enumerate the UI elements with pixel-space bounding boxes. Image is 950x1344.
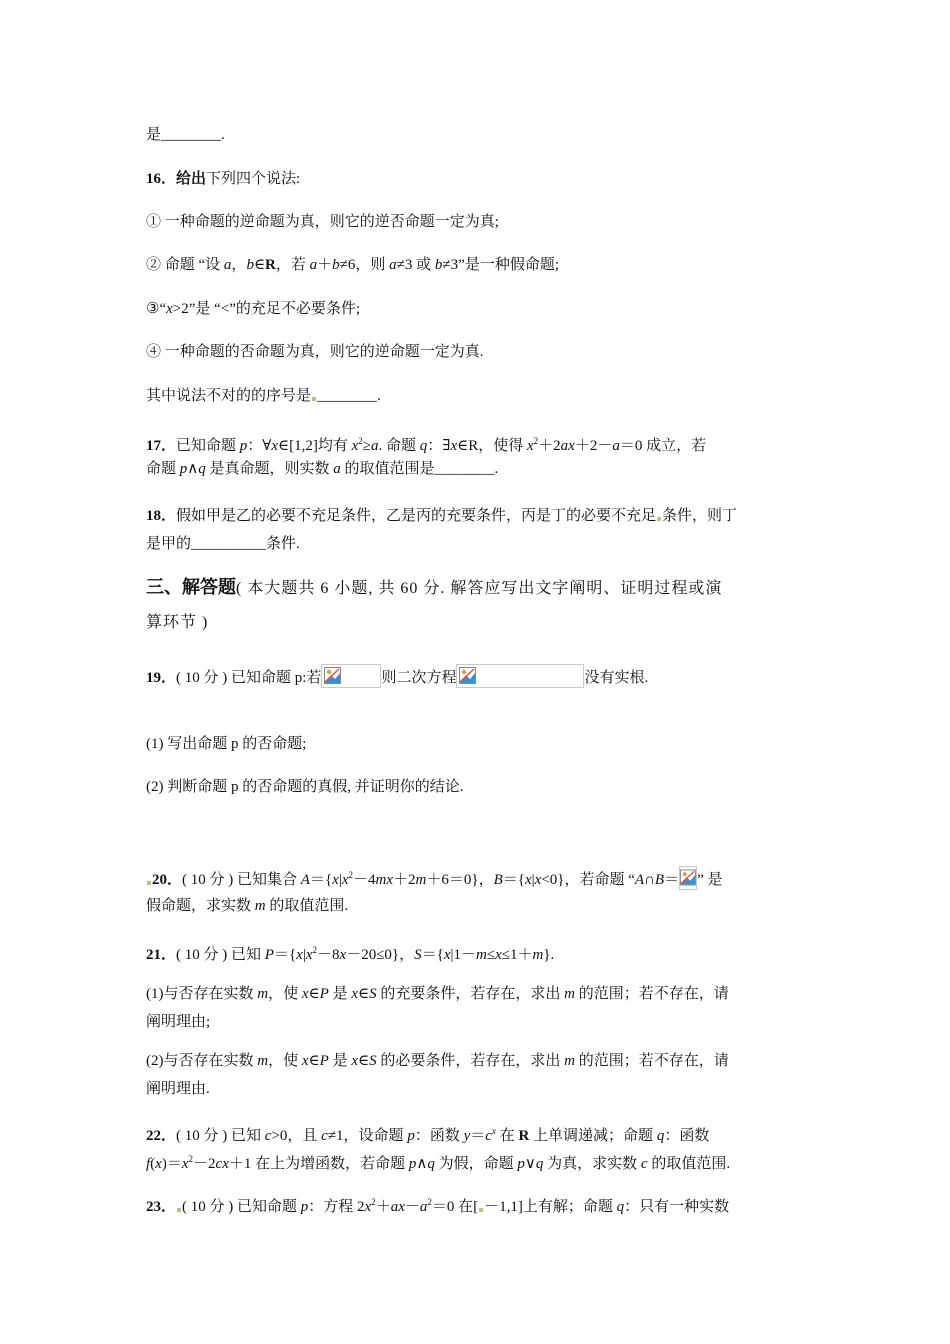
broken-image-icon	[680, 869, 696, 886]
section-heading: 三、解答题( 本大题共 6 小题, 共 60 分. 解答应写出文字阐明、证明过程或演	[146, 577, 723, 598]
question-number: 23．	[146, 1199, 177, 1215]
question-19-part-1: (1) 写出命题 p 的否命题;	[146, 736, 307, 752]
question-18-line-2: 是甲的__________条件.	[146, 536, 300, 552]
statement-1: ① 一种命题的逆命题为真，则它的逆否命题一定为真;	[146, 214, 499, 230]
question-20-line-2: 假命题，求实数 m 的取值范围.	[146, 898, 349, 914]
question-21-line-1: 21．( 10 分 ) 已知 $P=\{x|x^2-8x-20\le 0\}$，S＝{x|1－m≤x≤1＋m}.	[146, 945, 555, 963]
section-title: 三、解答题	[146, 577, 236, 598]
question-number: 16．给出	[146, 171, 207, 187]
question-number: 19．	[146, 670, 177, 686]
marker-dot-icon	[657, 517, 661, 521]
question-22-line-1: 22．( 10 分 ) 已知 c>0，且 c≠1，设命题 p：函数 $y=c^x$ 在 R 上单调递减；命题 q：函数	[146, 1126, 710, 1144]
question-20-line-1: 20．( 10 分 ) 已知集合 $A=\{x|x^2-4mx+2m+6=0\}$，B＝{x|x<0}，若命题 “A∩B＝ ” 是	[146, 862, 723, 893]
question-number: 21．	[146, 947, 177, 963]
marker-dot-icon	[312, 397, 316, 401]
question-16-ask: 其中说法不对的的序号是 ________.	[146, 388, 381, 404]
question-21-part-2: (2)与否存在实数 m，使 x∈P 是 x∈S 的必要条件，若存在，求出 m 的范围；若不存在，请	[146, 1053, 729, 1069]
marker-dot-icon	[177, 1208, 181, 1212]
question-17-line-1: 17．已知命题 p：∀x∈[1,2]均有 $x^2\ge a$. 命题 q：∃x∈R，使得 $x^2+2ax+2-a=0$ 成立，若	[146, 436, 707, 454]
question-19-part-2: (2) 判断命题 p 的否命题的真假, 并证明你的结论.	[146, 779, 464, 795]
question-19-line-1: 19．( 10 分 ) 已知命题 p:若 则二次方程 没有实根.	[146, 664, 648, 691]
broken-image-icon	[459, 667, 476, 684]
text-line: 是________.	[146, 127, 225, 143]
marker-dot-icon	[479, 1208, 483, 1212]
statement-4: ④ 一种命题的否命题为真，则它的逆命题一定为真.	[146, 344, 484, 360]
section-heading-cont: 算环节 )	[146, 614, 209, 631]
broken-image-icon	[324, 667, 341, 684]
question-16-header: 16．给出下列四个说法:	[146, 171, 301, 187]
marker-dot-icon	[147, 881, 151, 885]
question-number: 20．	[152, 872, 183, 888]
question-21-part-1-cont: 阐明理由;	[146, 1014, 211, 1030]
question-22-line-2: $f(x)=x^2-2cx+1$ 在上为增函数，若命题 p∧q 为假，命题 p∨q 为真，求实数 c 的取值范围.	[146, 1154, 731, 1172]
equation-image-placeholder	[456, 664, 584, 688]
question-21-part-1: (1)与否存在实数 m，使 x∈P 是 x∈S 的充要条件，若存在，求出 m 的范围；若不存在，请	[146, 986, 729, 1002]
question-18-line-1: 18．假如甲是乙的必要不充足条件，乙是丙的充要条件，丙是丁的必要不充足 条件，则丁	[146, 508, 738, 524]
statement-2: ② 命题 “设 a，b∈R，若 a＋b≠6，则 a≠3 或 b≠3”是一种假命题;	[146, 257, 559, 273]
question-number: 22．	[146, 1128, 177, 1144]
formula-image-placeholder	[321, 664, 381, 688]
question-23-line-1: 23． ( 10 分 ) 已知命题 p：方程 $2x^2+ax-a^2=0$ 在[ －1,1]上有解；命题 q：只有一种实数	[146, 1197, 730, 1215]
question-number: 17．	[146, 438, 177, 454]
question-17-line-2: 命题 p∧q 是真命题，则实数 a 的取值范围是________.	[146, 461, 499, 477]
question-number: 18．	[146, 508, 177, 524]
empty-set-image-placeholder	[679, 866, 697, 890]
question-21-part-2-cont: 阐明理由.	[146, 1081, 210, 1097]
statement-3: ③“x>2”是 “<”的充足不必要条件;	[146, 301, 361, 317]
